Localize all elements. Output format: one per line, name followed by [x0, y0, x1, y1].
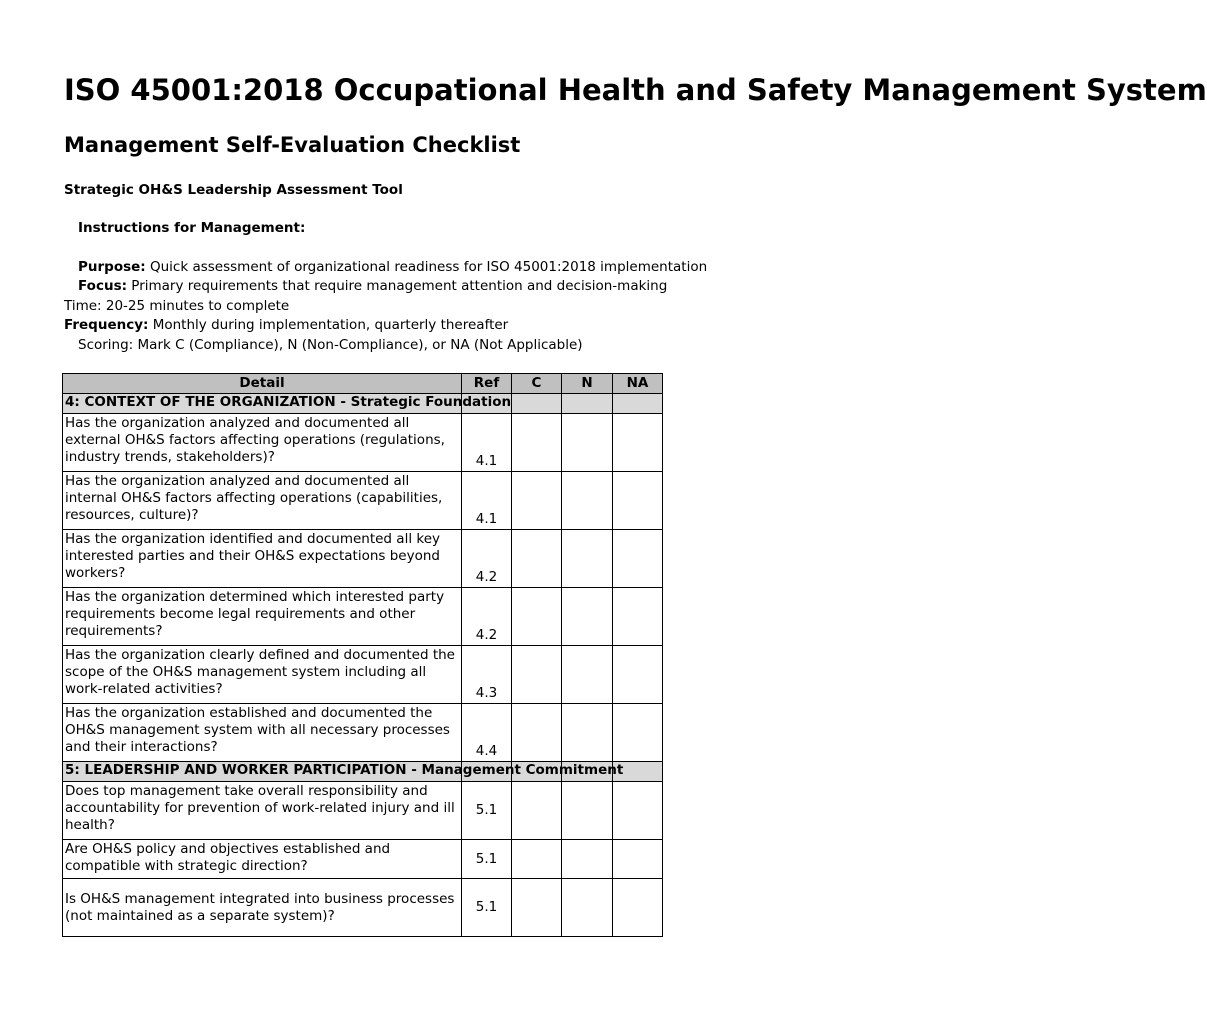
purpose-text: Quick assessment of organizational readiness for ISO 45001:2018 implementation [150, 259, 708, 275]
table-header-row [63, 374, 663, 394]
table-row [63, 840, 663, 879]
table-row [63, 704, 663, 762]
mark-n-cell[interactable] [562, 646, 613, 704]
table-row [63, 472, 663, 530]
section-label-cell [63, 762, 624, 782]
question-cell: Has the organization clearly defined and documented the scope of the OH&S management system including all work-related activities? [63, 646, 462, 704]
document-title: ISO 45001:2018 Occupational Health and Safety Management System [64, 73, 1207, 107]
mark-n-cell[interactable] [562, 472, 613, 530]
question-cell: Are OH&S policy and objectives established and compatible with strategic direction? [63, 840, 462, 879]
ref-cell: 5.1 [462, 840, 512, 879]
mark-c-cell[interactable] [512, 646, 562, 704]
mark-na-cell[interactable] [613, 879, 663, 937]
mark-n-cell[interactable] [562, 414, 613, 472]
mark-c-cell[interactable] [512, 414, 562, 472]
section-label-cell [63, 394, 512, 414]
mark-c-cell[interactable] [512, 588, 562, 646]
mark-c-cell[interactable] [512, 782, 562, 840]
ref-cell: 4.2 [462, 530, 512, 588]
ref-cell: 4.1 [462, 414, 512, 472]
mark-n-cell[interactable] [562, 704, 613, 762]
focus-text: Primary requirements that require management attention and decision-making [131, 278, 668, 294]
mark-n-cell[interactable] [562, 879, 613, 937]
header-detail: Detail [63, 374, 462, 394]
frequency-line [64, 316, 662, 335]
table-row [63, 646, 663, 704]
section-label: 5: LEADERSHIP AND WORKER PARTICIPATION - Management Commitment [65, 762, 624, 778]
question-cell: Has the organization identified and documented all key interested parties and their OH&S expectations beyond workers? [63, 530, 462, 588]
mark-n-cell[interactable] [562, 530, 613, 588]
mark-c-cell[interactable] [512, 530, 562, 588]
mark-na-cell[interactable] [613, 704, 663, 762]
tool-name: Strategic OH&S Leadership Assessment Tool [64, 182, 403, 198]
table-row [63, 414, 663, 472]
header-na: NA [613, 374, 663, 394]
table-row [63, 879, 663, 937]
question-cell: Has the organization determined which interested party requirements become legal requirements and other requirements? [63, 588, 462, 646]
table-row [63, 782, 663, 840]
time-line: Time: 20-25 minutes to complete [64, 298, 290, 314]
mark-na-cell[interactable] [613, 530, 663, 588]
document-subtitle: Management Self-Evaluation Checklist [64, 133, 521, 157]
ref-cell: 5.1 [462, 879, 512, 937]
mark-na-cell[interactable] [613, 472, 663, 530]
ref-cell: 4.2 [462, 588, 512, 646]
mark-n-cell[interactable] [562, 840, 613, 879]
scoring-line: Scoring: Mark C (Compliance), N (Non-Compliance), or NA (Not Applicable) [78, 337, 583, 353]
table-row [63, 588, 663, 646]
frequency-text: Monthly during implementation, quarterly thereafter [152, 317, 509, 333]
mark-c-cell[interactable] [512, 472, 562, 530]
section-spacer [613, 394, 663, 414]
purpose-label: Purpose: [78, 259, 146, 275]
section-label: 4: CONTEXT OF THE ORGANIZATION - Strategic Foundation [65, 394, 512, 410]
focus-label: Focus: [78, 278, 127, 294]
mark-na-cell[interactable] [613, 646, 663, 704]
mark-n-cell[interactable] [562, 588, 613, 646]
question-cell: Is OH&S management integrated into business processes (not maintained as a separate system)? [63, 879, 462, 937]
mark-na-cell[interactable] [613, 588, 663, 646]
section-spacer [562, 394, 613, 414]
header-ref: Ref [462, 374, 512, 394]
mark-c-cell[interactable] [512, 704, 562, 762]
ref-cell: 4.3 [462, 646, 512, 704]
ref-cell: 4.4 [462, 704, 512, 762]
purpose-line [64, 258, 708, 277]
question-cell: Has the organization established and documented the OH&S management system with all necessary processes and their interactions? [63, 704, 462, 762]
question-cell: Does top management take overall responsibility and accountability for prevention of work-related injury and ill health? [63, 782, 462, 840]
mark-na-cell[interactable] [613, 840, 663, 879]
question-cell: Has the organization analyzed and documented all external OH&S factors affecting operations (regulations, industry trends, stakeholders)? [63, 414, 462, 472]
mark-c-cell[interactable] [512, 840, 562, 879]
focus-line [64, 277, 676, 296]
instructions-heading: Instructions for Management: [78, 220, 306, 236]
mark-na-cell[interactable] [613, 414, 663, 472]
section-header-row [63, 394, 663, 414]
header-c: C [512, 374, 562, 394]
section-spacer [512, 394, 562, 414]
checklist-table [62, 373, 663, 937]
mark-n-cell[interactable] [562, 782, 613, 840]
section-header-row [63, 762, 663, 782]
ref-cell: 4.1 [462, 472, 512, 530]
ref-cell: 5.1 [462, 782, 512, 840]
mark-c-cell[interactable] [512, 879, 562, 937]
mark-na-cell[interactable] [613, 782, 663, 840]
question-cell: Has the organization analyzed and documented all internal OH&S factors affecting operations (capabilities, resources, culture)? [63, 472, 462, 530]
table-row [63, 530, 663, 588]
header-n: N [562, 374, 613, 394]
frequency-label: Frequency: [64, 317, 149, 333]
